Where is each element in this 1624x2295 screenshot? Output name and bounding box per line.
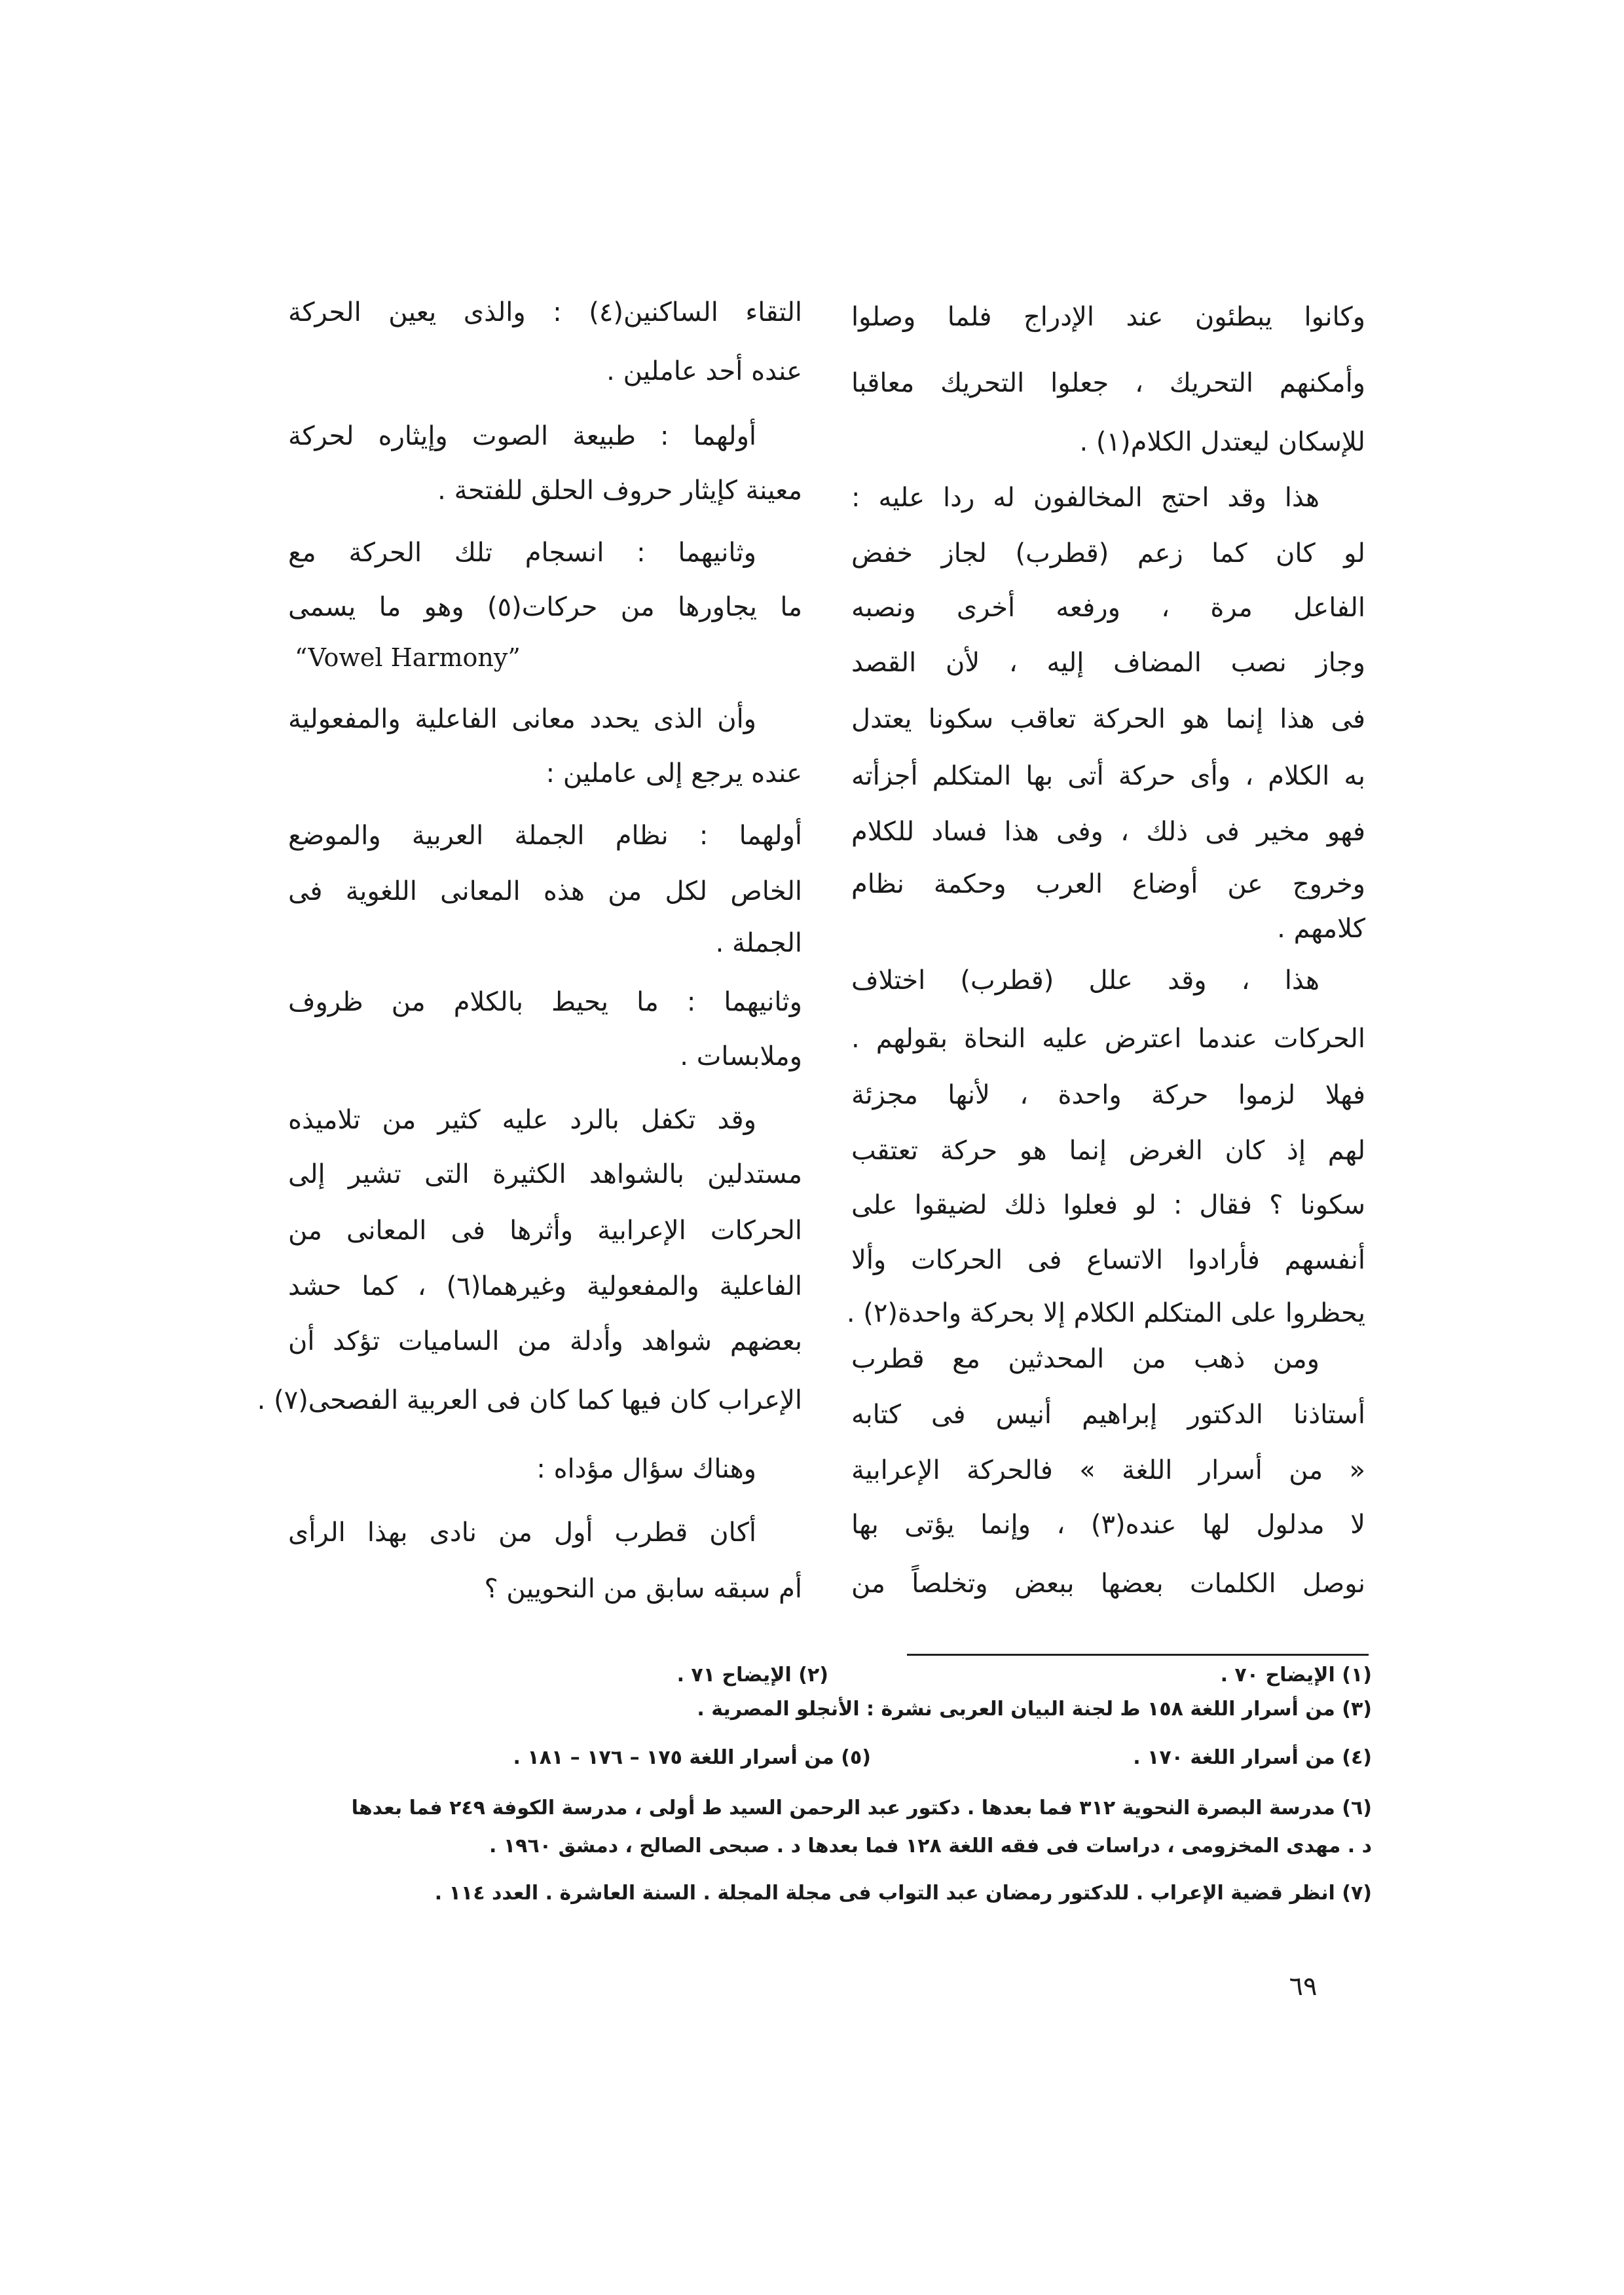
text-line: « من أسرار اللغة » فالحركة الإعرابية [851, 1455, 1365, 1485]
text-line: نوصل الكلمات بعضها ببعض وتخلصاً من [851, 1569, 1365, 1599]
footnote-1: (١) الإيضاح ٧٠ . [1220, 1664, 1372, 1687]
footnote-divider [907, 1654, 1369, 1656]
text-line: الجملة . [715, 928, 802, 958]
text-line: وأمكنهم التحريك ، جعلوا التحريك معاقبا [851, 368, 1365, 398]
text-line: لهم إذ كان الغرض إنما هو حركة تعتقب [851, 1136, 1365, 1166]
text-line: أولهما : طبيعة الصوت وإيثاره لحركة [288, 421, 756, 451]
text-line: الخاص لكل من هذه المعانى اللغوية فى [288, 876, 802, 906]
text-line: وخروج عن أوضاع العرب وحكمة نظام [851, 869, 1365, 899]
text-line: التقاء الساكنين(٤) : والذى يعين الحركة [288, 297, 802, 327]
text-line: عنده أحد عاملين . [606, 356, 802, 386]
text-line: وثانيهما : انسجام تلك الحركة مع [288, 538, 756, 568]
text-line: مستدلين بالشواهد الكثيرة التى تشير إلى [288, 1159, 802, 1189]
text-line: الفاعل مرة ، ورفعه أخرى ونصبه [851, 593, 1365, 623]
footnote-6: (٦) مدرسة البصرة النحوية ٣١٢ فما بعدها . دكتور عبد الرحمن السيد ط أولى ، مدرسة الكوفة ٢٤٩ فما بعدها [351, 1797, 1372, 1819]
page-number: ٦٩ [1289, 1971, 1318, 2002]
text-line: كلامهم . [1277, 914, 1365, 944]
footnote-7: (٧) انظر قضية الإعراب . للدكتور رمضان عبد التواب فى مجلة المجلة . السنة العاشرة . العدد ١١٤ . [434, 1882, 1372, 1905]
text-line: ومن ذهب من المحدثين مع قطرب [851, 1344, 1320, 1374]
text-line: أولهما : نظام الجملة العربية والموضع [288, 821, 802, 851]
footnote-4: (٤) من أسرار اللغة ١٧٠ . [1133, 1746, 1372, 1769]
footnote-3: (٣) من أسرار اللغة ١٥٨ ط لجنة البيان العربى نشرة : الأنجلو المصرية . [697, 1698, 1372, 1721]
text-line: هذا وقد احتج المخالفون له ردا عليه : [851, 483, 1320, 513]
text-line: أنفسهم فأرادوا الاتساع فى الحركات وألا [851, 1245, 1365, 1275]
text-line: الحركات الإعرابية وأثرها فى المعانى من [288, 1216, 802, 1246]
text-line: أستاذنا الدكتور إبراهيم أنيس فى كتابه [851, 1400, 1365, 1430]
footnote-5: (٥) من أسرار اللغة ١٧٥ – ١٧٦ – ١٨١ . [513, 1746, 871, 1769]
text-line: فهلا لزموا حركة واحدة ، لأنها مجزئة [851, 1080, 1365, 1110]
text-line: فهو مخير فى ذلك ، وفى هذا فساد للكلام [851, 817, 1365, 847]
text-line: فى هذا إنما هو الحركة تعاقب سكونا يعتدل [851, 704, 1365, 734]
text-line: لا مدلول لها عنده(٣) ، وإنما يؤتى بها [851, 1510, 1365, 1540]
text-line: وأن الذى يحدد معانى الفاعلية والمفعولية [288, 704, 756, 734]
left-text-column [257, 0, 803, 1637]
text-line: الحركات عندما اعترض عليه النحاة بقولهم . [851, 1024, 1365, 1054]
text-line: وكانوا يبطئون عند الإدراج فلما وصلوا [851, 302, 1365, 332]
text-line: عنده يرجع إلى عاملين : [545, 758, 802, 789]
text-line: به الكلام ، وأى حركة أتى بها المتكلم أجزأته [851, 761, 1365, 791]
text-line: أم سبقه سابق من النحويين ؟ [484, 1574, 802, 1604]
text-line: الإعراب كان فيها كما كان فى العربية الفصحى(٧) . [257, 1385, 802, 1415]
right-text-column [846, 0, 1365, 1637]
text-line: للإسكان ليعتدل الكلام(١) . [1079, 427, 1365, 457]
text-line: معينة كإيثار حروف الحلق للفتحة . [437, 476, 802, 506]
text-line: وملابسات . [680, 1041, 802, 1072]
footnote-6-continued: د . مهدى المخزومى ، دراسات فى فقه اللغة ١٢٨ فما بعدها د . صبحى الصالح ، دمشق ١٩٦٠ . [489, 1835, 1372, 1857]
text-line: لو كان كما زعم (قطرب) لجاز خفض [851, 538, 1365, 569]
text-line: هذا ، وقد علل (قطرب) اختلاف [851, 965, 1320, 996]
text-line: بعضهم شواهد وأدلة من الساميات تؤكد أن [288, 1326, 802, 1356]
text-line: يحظروا على المتكلم الكلام إلا بحركة واحدة(٢) . [846, 1298, 1365, 1328]
text-line: وقد تكفل بالرد عليه كثير من تلاميذه [288, 1105, 756, 1135]
text-line: “Vowel Harmony” [295, 643, 521, 672]
text-line: الفاعلية والمفعولية وغيرهما(٦) ، كما حشد [288, 1271, 803, 1301]
text-line: وهناك سؤال مؤداه : [536, 1454, 756, 1484]
text-line: وثانيهما : ما يحيط بالكلام من ظروف [288, 987, 802, 1017]
text-line: أكان قطرب أول من نادى بهذا الرأى [288, 1518, 756, 1548]
footnote-2: (٢) الإيضاح ٧١ . [676, 1664, 828, 1687]
text-line: سكونا ؟ فقال : لو فعلوا ذلك لضيقوا على [851, 1190, 1365, 1220]
text-line: ما يجاورها من حركات(٥) وهو ما يسمى [288, 592, 803, 622]
text-line: وجاز نصب المضاف إليه ، لأن القصد [851, 648, 1365, 678]
